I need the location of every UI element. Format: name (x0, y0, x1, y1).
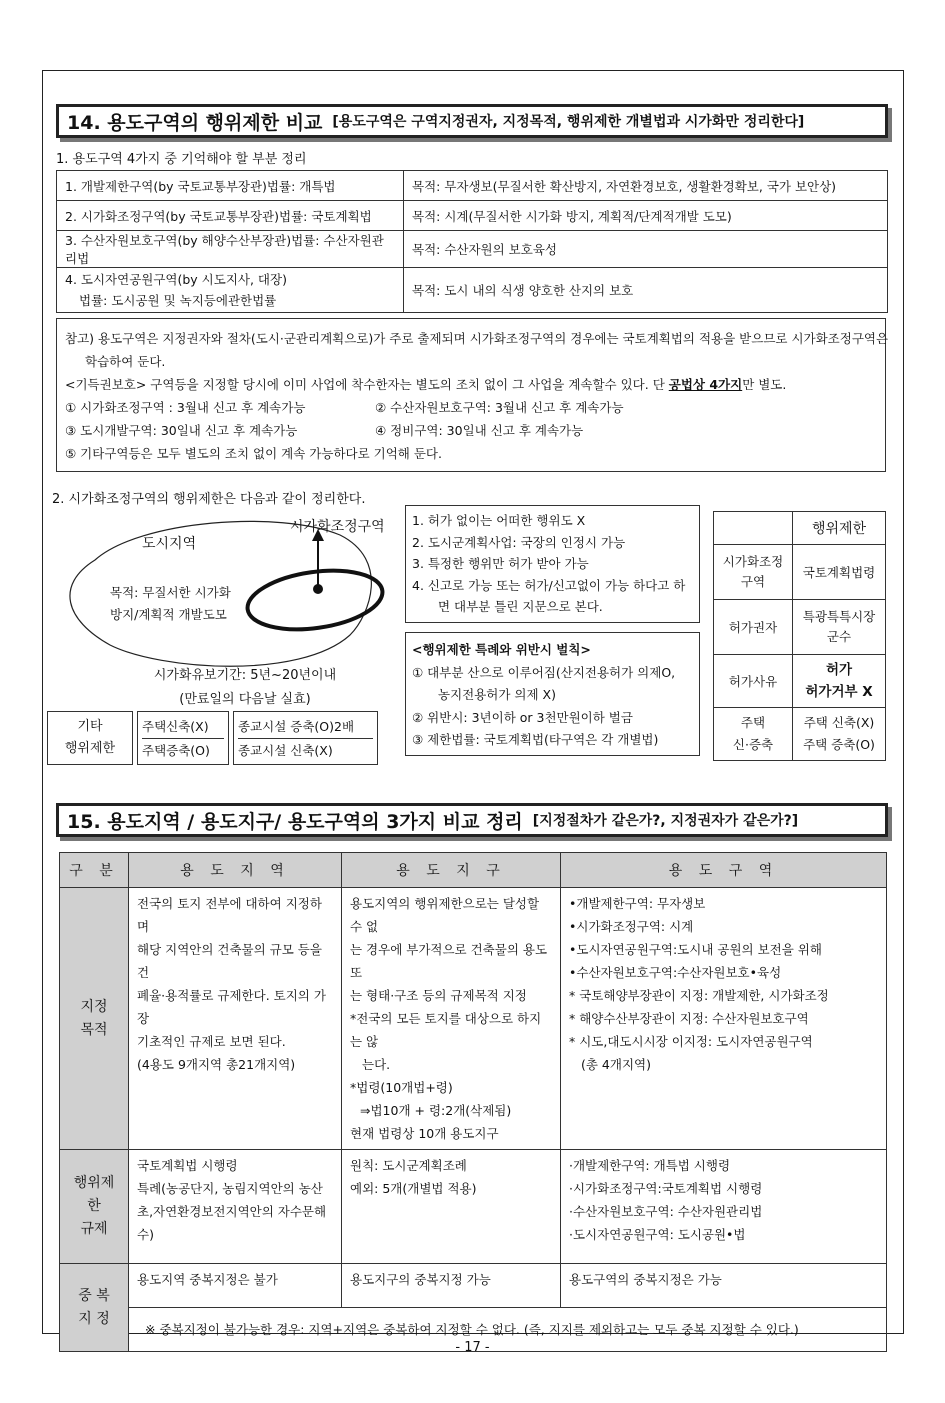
cell-line: * 시도,대도시시장 이지정: 도시자연공원구역 (569, 1034, 813, 1049)
label-line: 구역 (740, 574, 766, 589)
row-value (792, 599, 886, 655)
cell-line: 전국의 토지 전부에 대하여 지정하며 (137, 896, 322, 934)
cell-line: ⇒법10개 + 령:2개(삭제됨) (360, 1103, 512, 1118)
list-item: 4. 신고로 가능 또는 허가/신고없이 가능 하다고 하 (412, 577, 686, 593)
row-header-line: 행위제한 (73, 1175, 115, 1214)
diagram-purpose (110, 582, 231, 626)
column-header: 구 분 (60, 853, 129, 888)
purpose-line: 방지/계획적 개발도모 (110, 607, 227, 622)
note-line (65, 419, 877, 442)
section-14-subtitle: [용도구역은 구역지정권자, 지정목적, 행위제한 개별법과 시가화만 정리한다] (332, 114, 805, 130)
cell-line: *전국의 모든 토지를 대상으로 하지는 않 (350, 1011, 542, 1049)
zone-purpose-cell: 목적: 도시 내의 식생 양호한 산지의 보호 (404, 268, 888, 313)
note-line (65, 396, 877, 419)
part2-heading: 2. 시가화조정구역의 행위제한은 다음과 같이 정리한다. (52, 492, 366, 507)
permission-list (405, 505, 700, 623)
cell-line: 예외: 5개(개별법 적용) (350, 1181, 477, 1196)
zone-name-cell (57, 268, 404, 313)
religious-restriction-box (233, 711, 378, 765)
note-line (65, 373, 877, 396)
cell-line: ·수산자원보호구역: 수산자원관리법 (569, 1204, 763, 1219)
cell-line: 현재 법령상 10개 용도지구 (350, 1126, 499, 1141)
area-regulation-cell (561, 1150, 887, 1264)
row-header-line: 중 복 (78, 1287, 110, 1304)
column-header: 용 도 지 역 (129, 853, 342, 888)
row-header-line: 규제 (80, 1221, 108, 1237)
note-item: ④ 정비구역: 30일내 신고 후 계속가능 (375, 423, 584, 438)
row-value: 국토계획법령 (792, 544, 886, 600)
value-line: 군수 (826, 629, 852, 644)
note-item: ② 수산자원보호구역: 3월내 신고 후 계속가능 (375, 400, 624, 415)
restriction-line: 주택증축(O) (142, 743, 210, 758)
cell-line: (총 4개지역) (581, 1057, 651, 1072)
cell-line: * 국토해양부장관이 지정: 개발제한, 시가화조정 (569, 988, 829, 1003)
label-line: 시가화조정 (722, 554, 784, 569)
restriction-line: 종교시설 신축(X) (238, 743, 333, 758)
cell-line: ·시가화조정구역:국토계획법 시행령 (569, 1181, 763, 1196)
column-header: 용 도 구 역 (561, 853, 887, 888)
cell-line: •수산자원보호구역:수산자원보호•육성 (569, 965, 782, 980)
zone-name-cell: 3. 수산자원보호구역(by 해양수산부장관)법률: 수산자원관리법 (57, 231, 404, 268)
zone-purpose-cell (342, 888, 561, 1150)
zone-purpose-cell: 목적: 무자생보(무질서한 확산방지, 자연환경보호, 생활환경확보, 국가 보안상) (404, 171, 888, 201)
zone-purpose-cell: 목적: 시계(무질서한 시가화 방지, 계획적/단계적개발 도모) (404, 201, 888, 231)
head-line: 행위제한 (64, 741, 116, 756)
other-restriction-head (47, 711, 133, 765)
table-row (60, 1264, 887, 1308)
reservation-period (150, 664, 340, 712)
cell-line: 는 경우에 부가적으로 건축물의 용도 또 (350, 942, 548, 980)
cell-line: 기초적인 규제로 보면 된다. (137, 1034, 286, 1049)
cell-line: *법령(10개법+령) (350, 1080, 453, 1095)
restriction-line: 종교시설 증축(O)2배 (238, 715, 373, 739)
note-text: 만 별도. (742, 377, 787, 392)
restriction-line: 주택신축(X) (142, 715, 224, 739)
comparison-table (59, 852, 887, 1352)
cell-line: 폐율·용적률로 규제한다. 토지의 가장 (137, 988, 326, 1026)
row-header-line: 지정 (80, 998, 108, 1015)
table-row (57, 201, 888, 231)
reference-note (56, 318, 889, 472)
special-rules-heading: <행위제한 특례와 위반시 벌칙> (412, 642, 591, 657)
cell-line: •개발제한구역: 무자생보 (569, 896, 706, 911)
list-item: 1. 허가 없이는 어떠한 행위도 X (412, 513, 586, 528)
table-row (60, 1150, 887, 1264)
cell-line: 해당 지역안의 건축물의 규모 등을 건 (137, 942, 322, 980)
section-14-title (56, 104, 888, 138)
control-zone-outline (244, 563, 386, 637)
table-row (57, 268, 888, 313)
row-header (60, 1150, 129, 1264)
row-value (792, 654, 886, 708)
district-purpose-cell (129, 888, 342, 1150)
label-line: 주택 (740, 715, 766, 730)
value-line: 주택 증축(O) (803, 737, 875, 752)
row-label: 허가권자 (713, 599, 793, 655)
section-15-title-text: 15. 용도지역 / 용도지구/ 용도구역의 3가지 비교 정리 (67, 810, 523, 833)
row-label: 허가사유 (713, 654, 793, 708)
table-row (57, 171, 888, 201)
special-rule: 농지전용허가 의제 X) (438, 687, 556, 702)
zone-point (313, 584, 323, 594)
zone-overlap-cell: 용도지구의 중복지정 가능 (342, 1264, 561, 1308)
note-emphasis: 공법상 4가지 (668, 377, 743, 392)
period-line: (만료일의 다음날 실효) (179, 692, 311, 707)
value-line: 주택 신축(X) (803, 715, 875, 730)
cell-line: •시가화조정구역: 시계 (569, 919, 694, 934)
note-line: 참고) 용도구역은 지정권자와 절차(도시·군관리계획으로)가 주로 출제되며 시가화조정구역의 경우에는 국토계획법의 적용을 받으므로 시가화조정구역은 (65, 331, 889, 346)
zone-regulation-cell (342, 1150, 561, 1264)
zone-summary-table (56, 170, 888, 313)
cell-line: 는 형태·구조 등의 규제목적 지정 (350, 988, 527, 1003)
head-line: 기타 (77, 719, 103, 734)
label-line: 신·증축 (732, 737, 774, 752)
cell-line: 는다. (362, 1057, 391, 1072)
table-header-row (60, 853, 887, 888)
control-zone-label: 시가화조정구역 (290, 519, 385, 535)
cell-line: 용도지역의 행위제한으로는 달성할 수 없 (350, 896, 540, 934)
zone-name-cell: 2. 시가화조정구역(by 국토교통부장관)법률: 국토계획법 (57, 201, 404, 231)
cell-line: (4용도 9개지역 총21개지역) (137, 1057, 296, 1072)
purpose-line: 목적: 무질서한 시가화 (110, 585, 231, 600)
section-15-title (56, 803, 888, 837)
zone-name-cell: 1. 개발제한구역(by 국토교통부장관)법률: 개특법 (57, 171, 404, 201)
zone-purpose-cell: 목적: 수산자원의 보호육성 (404, 231, 888, 268)
cell-line: •도시자연공원구역:도시내 공원의 보전을 위해 (569, 942, 822, 957)
zone-law-line: 법률: 도시공원 및 녹지등에관한법률 (79, 293, 277, 308)
row-header-line: 목적 (80, 1021, 108, 1038)
table-row (60, 888, 887, 1150)
cell-line: ·개발제한구역: 개특법 시행령 (569, 1158, 731, 1173)
special-rules-box (405, 632, 700, 756)
district-regulation-cell (129, 1150, 342, 1264)
zone-name-line: 4. 도시자연공원구역(by 시도지사, 대장) (65, 272, 287, 287)
cell-line: * 해양수산부장관이 지정: 수산자원보호구역 (569, 1011, 809, 1026)
cell-line: 국토계획법 시행령 (137, 1158, 238, 1173)
row-label (713, 707, 793, 761)
value-line: 허가거부 X (805, 684, 873, 700)
overlap-note-cell: ※ 중복지정이 불가능한 경우: 지역+지역은 중복하여 지정할 수 없다. (즉, 지지를 제외하고는 모두 중복 지정할 수 있다.) (129, 1308, 887, 1352)
row-header-line: 지 정 (78, 1310, 110, 1327)
part1-heading: 1. 용도구역 4가지 중 기억해야 할 부분 정리 (56, 152, 307, 167)
area-overlap-cell: 용도구역의 중복지정은 가능 (561, 1264, 887, 1308)
housing-restriction-box (137, 711, 229, 765)
special-rule: ① 대부분 산으로 이루어짐(산지전용허가 의제O, (412, 664, 676, 680)
section-15-subtitle: [지정절차가 같은가?, 지정권자가 같은가?] (532, 813, 799, 829)
table-row (57, 231, 888, 268)
corner-cell (713, 511, 793, 545)
section-14-title-text: 14. 용도구역의 행위제한 비교 (67, 111, 323, 134)
special-rule: ③ 제한법률: 국토계획법(타구역은 각 개별법) (412, 732, 659, 747)
list-item: 2. 도시군계획사업: 국장의 인정시 가능 (412, 534, 626, 550)
row-label (713, 544, 793, 600)
note-line: ⑤ 기타구역등은 모두 별도의 조치 없이 계속 가능하다로 기억해 둔다. (65, 446, 442, 461)
period-line: 시가화유보기간: 5년~20년이내 (153, 668, 337, 683)
cell-line: 원칙: 도시군계획조례 (350, 1158, 467, 1173)
row-header (60, 888, 129, 1150)
cell-line: ·도시자연공원구역: 도시공원•법 (569, 1227, 746, 1242)
note-line: 학습하여 둔다. (85, 354, 166, 369)
value-line: 허가 (825, 662, 853, 678)
list-item: 3. 특정한 행위만 허가 받아 가능 (412, 556, 589, 571)
note-item: ③ 도시개발구역: 30일내 신고 후 계속가능 (65, 423, 298, 438)
city-area-label: 도시지역 (142, 536, 197, 552)
cell-line: 특례(농공단지, 농림지역안의 농산 (137, 1181, 323, 1196)
district-overlap-cell: 용도지역 중복지정은 불가 (129, 1264, 342, 1308)
restriction-header: 행위제한 (792, 511, 886, 545)
cell-line: 초,자연환경보전지역안의 자수문해 (137, 1204, 327, 1219)
page-number: - 17 - (455, 1340, 490, 1355)
note-item: ① 시가화조정구역 : 3월내 신고 후 계속가능 (65, 400, 306, 415)
cell-line: 수) (137, 1227, 154, 1242)
row-header (60, 1264, 129, 1352)
note-text: <기득권보호> 구역등을 지정할 당시에 이미 사업에 착수한자는 별도의 조치 없이 그 사업을 계속할수 있다. 단 (65, 377, 669, 392)
list-item: 면 대부분 틀린 지문으로 본다. (438, 599, 603, 614)
row-value (792, 707, 886, 761)
value-line: 특광특특시장 (802, 609, 876, 624)
column-header: 용 도 지 구 (342, 853, 561, 888)
area-purpose-cell (561, 888, 887, 1150)
special-rule: ② 위반시: 3년이하 or 3천만원이하 벌금 (412, 709, 633, 725)
